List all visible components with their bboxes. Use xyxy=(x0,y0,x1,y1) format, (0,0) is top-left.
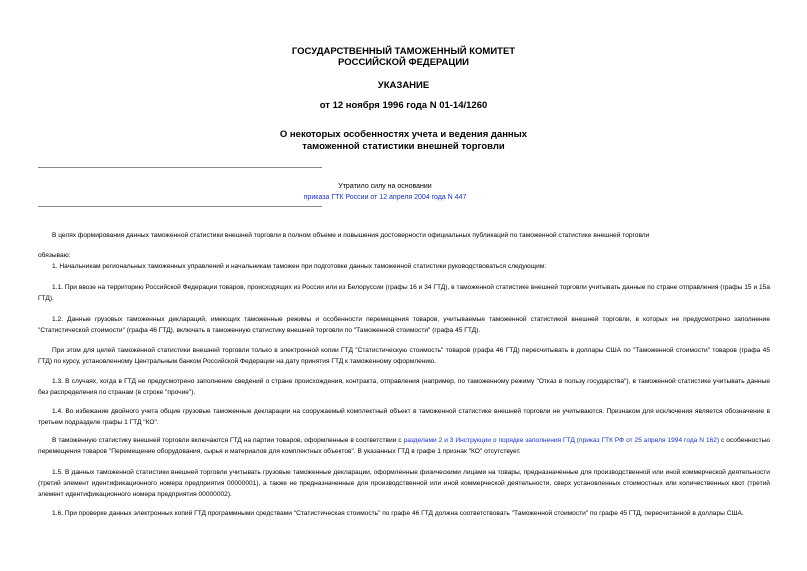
repeal-notice xyxy=(300,181,470,203)
repeal-order-link[interactable]: приказа ГТК России от 12 апреля 2004 года N 447 xyxy=(303,194,467,201)
document-title-line1: О некоторых особенностях учета и ведения данных xyxy=(279,129,528,140)
item-1-4: 1.4. Во избежание двойного учета общие грузовые таможенные декларации на сооружаемый комплектный объект в таможенной статистике внешней торговли не учитываются. Признаком для исключения является обозначение в третьем подразделе графы 1 ГТД "КО". xyxy=(38,408,770,426)
item-1-2-note: При этом для целей таможенной статистики внешней торговли только в электронной копии ГТД "Статистическую стоимость" товаров (графа 46 ГТД) пересчитывать в доллары США по "Таможенной стоимости" товаров (графа 45 ГТД) по курсу, установленному Центральным банком Российской Федерации на дату принятия ГТД к таможенному оформлению. xyxy=(38,347,770,365)
document-type: УКАЗАНИЕ xyxy=(377,80,430,91)
item-1-6: 1.6. При проверке данных электронных копий ГТД программными средствами "Статистическая стоимость" по графе 46 ГТД должна соответствовать "Таможенной стоимости" по графе 45 ГТД, пересчитанной в доллары США. xyxy=(52,510,744,517)
item-1-4-note-pre: В таможенную статистику внешней торговли включаются ГТД на партии товаров, оформленные в соответствии с xyxy=(52,437,404,444)
document-date-number: от 12 ноября 1996 года N 01-14/1260 xyxy=(319,100,488,111)
obligate-line: обязываю: xyxy=(38,252,71,259)
document-title-line2: таможенной статистики внешней торговли xyxy=(302,141,505,152)
intro-paragraph: В целях формирования данных таможенной статистики внешней торговли в полном объеме и повышения достоверности официальных публикаций по таможенной статистике внешней торговли xyxy=(52,232,650,239)
instruction-link[interactable]: разделами 2 и 3 Инструкции о порядке заполнения ГТД (приказ ГТК РФ от 25 апреля 1994 года N 162) xyxy=(403,437,720,444)
item-1: 1. Начальникам региональных таможенных управлений и начальникам таможен при подготовке данных таможенной статистики руководствоваться следующим: xyxy=(52,263,547,270)
org-name-line2: РОССИЙСКОЙ ФЕДЕРАЦИИ xyxy=(337,57,469,68)
org-name-line1: ГОСУДАРСТВЕННЫЙ ТАМОЖЕННЫЙ КОМИТЕТ xyxy=(291,46,516,57)
repeal-notice-text: Утратило силу на основании xyxy=(338,183,432,190)
item-1-4-note-post: с особенностью перемещения товаров "Перемещение оборудования, сырья и материалов для комплектных объектов". В указанных ГТД в графе 1 признак "КО" отсутствует. xyxy=(38,437,770,455)
divider-bottom xyxy=(38,206,322,207)
divider-top xyxy=(38,167,322,168)
item-1-4-note xyxy=(38,435,770,457)
item-1-1: 1.1. При ввозе на территорию Российской Федерации товаров, происходящих из России или из Белоруссии (графы 16 и 34 ГТД), в таможенной статистике внешней торговли учитывать данные по стране отправления (графы 15 и 15а ГТД). xyxy=(38,284,770,302)
item-1-5: 1.5. В данных таможенной статистики внешней торговли учитывать грузовые таможенные декларации, оформленные физическими лицами на товары, предназначенные для производственной или иной коммерческой деятельности (третий элемент идентификационного номера предприятия 00000001), а также не предназначенные для производственной или иной коммерческой деятельности, сверх установленных стоимостных или количественных квот (третий элемент идентификационного номера предприятия 00000002). xyxy=(38,469,770,498)
item-1-3: 1.3. В случаях, когда в ГТД не предусмотрено заполнение сведений о стране происхождения, контракта, отправления (например, по таможенному режиму "Отказ в пользу государства"), в таможенной статистике учитывать данные без распределения по странам (в строке "прочие"). xyxy=(38,378,770,396)
item-1-2: 1.2. Данные грузовых таможенных деклараций, имеющих таможенные режимы и особенности перемещения товаров, учитываемые таможенной статистикой внешней торговли, в которых не предусмотрено заполнение "Статистической стоимости" (графа 46 ГТД), включать в таможенную статистику внешней торговли по "Таможенной стоимости" (графа 45 ГТД). xyxy=(38,316,770,334)
